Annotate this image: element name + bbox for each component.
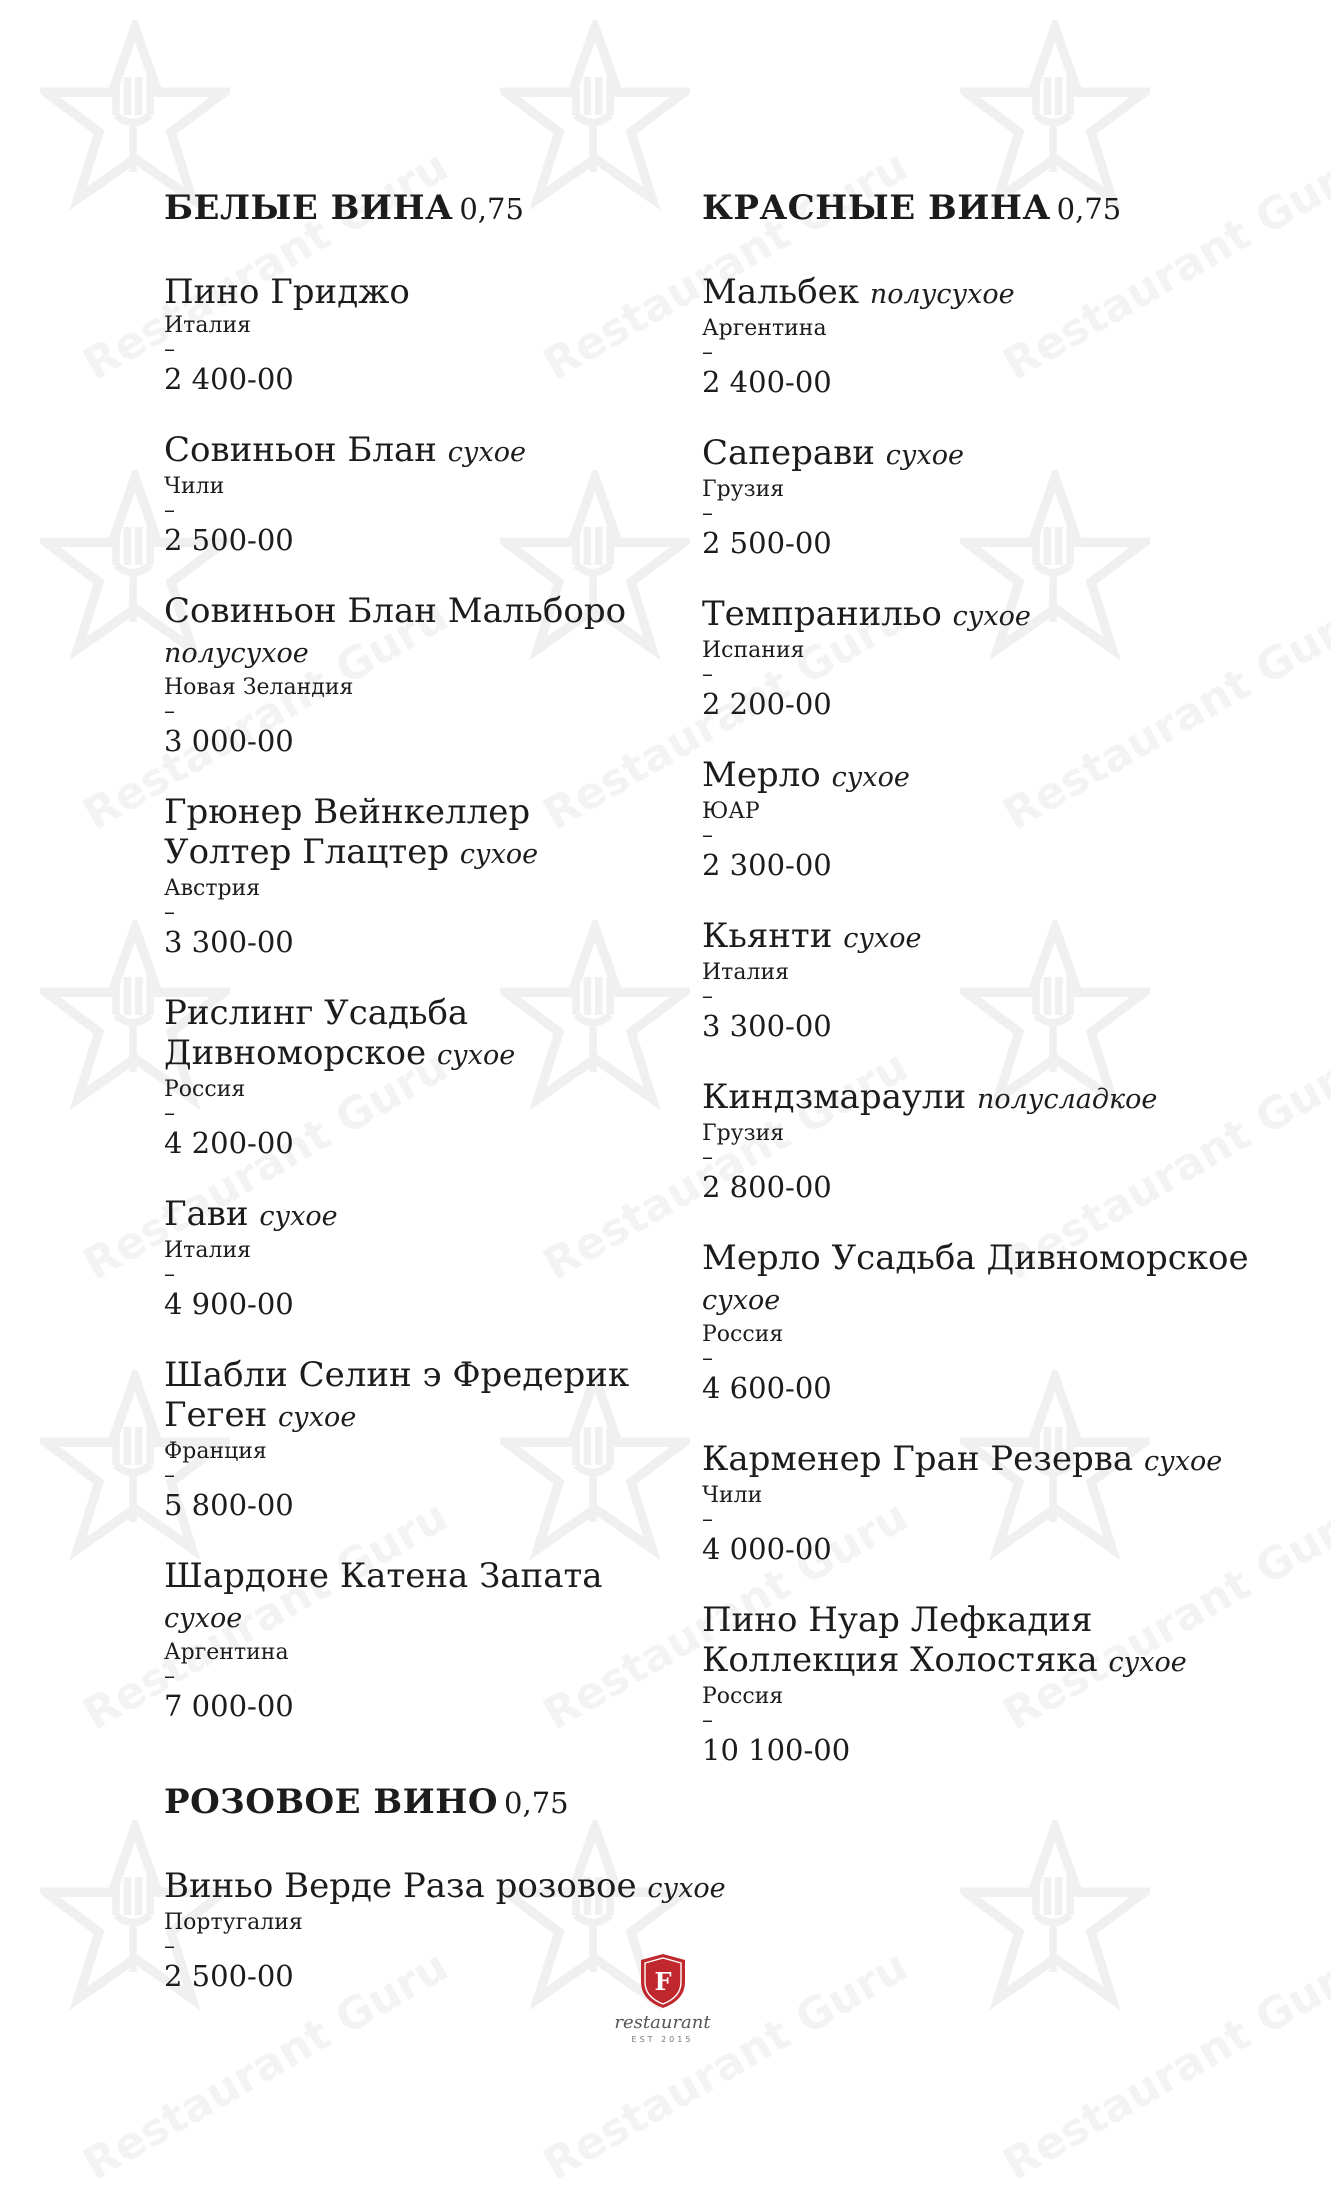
wine-country: Россия xyxy=(702,1684,784,1709)
wine-name-line xyxy=(164,430,664,473)
wine-price: 4 600-00 xyxy=(702,1371,832,1405)
wine-name: Саперави xyxy=(702,433,875,473)
restaurant-logo xyxy=(590,1952,735,2050)
wine-country: Португалия xyxy=(164,1910,303,1935)
wine-country: Испания xyxy=(702,638,805,663)
wine-name-line xyxy=(164,792,664,875)
wine-country: Италия xyxy=(164,1238,251,1263)
wine-style: сухое xyxy=(164,1603,243,1634)
wine-style: сухое xyxy=(459,839,539,870)
wine-dash: – xyxy=(702,1507,713,1532)
wine-style: сухое xyxy=(278,1402,357,1433)
wine-style: сухое xyxy=(436,1040,516,1071)
wine-country: Россия xyxy=(164,1077,246,1102)
wine-dash: – xyxy=(702,501,713,526)
wine-name: Пино Нуар Лефкадия Коллекция Холостяка xyxy=(702,1600,1098,1680)
wine-price: 2 400-00 xyxy=(702,365,832,399)
wine-dash: – xyxy=(164,699,175,724)
wine-style: сухое xyxy=(647,1873,726,1904)
wine-style: сухое xyxy=(702,1285,781,1316)
wine-country: Италия xyxy=(164,313,251,338)
wine-name: Пино Гриджо xyxy=(164,272,410,312)
wine-item xyxy=(702,433,1262,560)
wine-style: сухое xyxy=(259,1201,338,1232)
wine-name-line xyxy=(164,1355,664,1438)
section-title-text: РОЗОВОЕ ВИНО xyxy=(164,1782,499,1822)
wine-dash: – xyxy=(164,900,175,925)
wine-name-line xyxy=(164,1556,664,1639)
wine-item xyxy=(702,1600,1262,1767)
wine-price: 2 500-00 xyxy=(164,523,294,557)
wine-price: 3 000-00 xyxy=(164,724,294,758)
wine-item xyxy=(164,1556,664,1723)
wine-price: 2 300-00 xyxy=(702,848,832,882)
section-volume: 0,75 xyxy=(459,192,524,226)
wine-style: сухое xyxy=(831,762,910,793)
logo-letter: F xyxy=(653,1967,672,1996)
wine-item xyxy=(164,272,664,396)
wine-name-line xyxy=(702,1439,1262,1482)
wine-name-line xyxy=(702,433,1262,476)
wine-dash: – xyxy=(702,662,713,687)
wine-price: 2 500-00 xyxy=(164,1959,294,1993)
wine-name: Грюнер Вейнкеллер Уолтер Глацтер xyxy=(164,792,531,872)
wine-name: Мерло xyxy=(702,755,821,795)
wine-item xyxy=(164,430,664,557)
section-title-text: КРАСНЫЕ ВИНА xyxy=(702,188,1051,228)
wine-price: 4 000-00 xyxy=(702,1532,832,1566)
wine-price: 3 300-00 xyxy=(164,925,294,959)
wine-item xyxy=(702,1439,1262,1566)
wine-country: Новая Зеландия xyxy=(164,675,354,700)
section-volume: 0,75 xyxy=(1056,192,1122,226)
wine-name-line xyxy=(702,916,1262,959)
section-title-text: БЕЛЫЕ ВИНА xyxy=(164,188,454,228)
wine-name-line xyxy=(702,755,1262,798)
shield-logo-icon xyxy=(635,1952,691,2010)
wine-item xyxy=(164,1194,664,1321)
wine-item xyxy=(702,1077,1262,1204)
wine-item xyxy=(702,755,1262,882)
wine-price: 10 100-00 xyxy=(702,1733,851,1767)
wine-country: Грузия xyxy=(702,477,785,502)
wine-name: Шардоне Катена Запата xyxy=(164,1556,603,1596)
wine-name-line xyxy=(702,1077,1262,1120)
wine-name: Кьянти xyxy=(702,916,833,956)
wine-dash: – xyxy=(702,823,713,848)
wine-price: 2 800-00 xyxy=(702,1170,832,1204)
wine-dash: – xyxy=(702,1346,713,1371)
wine-dash: – xyxy=(702,1708,713,1733)
wine-name: Рислинг Усадьба Дивноморское xyxy=(164,993,469,1073)
wine-dash: – xyxy=(164,1934,175,1959)
wine-name: Киндзмараули xyxy=(702,1077,967,1117)
wine-name: Темпранильо xyxy=(702,594,942,634)
section-title xyxy=(164,1782,764,1828)
wine-country: ЮАР xyxy=(702,799,760,824)
wine-name-line xyxy=(164,1194,664,1237)
wine-dash: – xyxy=(164,498,175,523)
wine-name-line xyxy=(702,1238,1262,1321)
wine-name: Мальбек xyxy=(702,272,860,312)
wine-style: полусухое xyxy=(164,638,309,669)
wine-style: сухое xyxy=(1143,1446,1223,1477)
wine-name-line xyxy=(702,594,1262,637)
wine-item xyxy=(702,594,1262,721)
white-wines-section xyxy=(164,188,664,1757)
wine-country: Россия xyxy=(702,1322,784,1347)
wine-dash: – xyxy=(702,340,713,365)
wine-name-line xyxy=(702,272,1262,315)
wine-dash: – xyxy=(164,1101,175,1126)
wine-country: Чили xyxy=(164,474,225,499)
wine-name: Гави xyxy=(164,1194,249,1234)
wine-style: полусладкое xyxy=(976,1084,1158,1115)
wine-style: полусухое xyxy=(869,279,1015,310)
wine-name: Карменер Гран Резерва xyxy=(702,1439,1134,1479)
wine-dash: – xyxy=(164,1463,175,1488)
wine-name: Совиньон Блан Мальборо xyxy=(164,591,627,631)
wine-dash: – xyxy=(702,984,713,1009)
wine-price: 2 500-00 xyxy=(702,526,832,560)
logo-script: restaurant xyxy=(614,2012,711,2033)
wine-item xyxy=(164,792,664,959)
section-title xyxy=(164,188,664,234)
red-wines-section xyxy=(702,188,1262,1801)
wine-dash: – xyxy=(164,1262,175,1287)
wine-country: Аргентина xyxy=(702,316,827,341)
section-title xyxy=(702,188,1262,234)
wine-name-line xyxy=(164,993,664,1076)
wine-style: сухое xyxy=(447,437,526,468)
wine-style: сухое xyxy=(1108,1647,1187,1678)
wine-price: 3 300-00 xyxy=(702,1009,832,1043)
section-volume: 0,75 xyxy=(504,1786,569,1820)
wine-price: 4 900-00 xyxy=(164,1287,294,1321)
wine-dash: – xyxy=(702,1145,713,1170)
wine-name-line xyxy=(164,272,664,312)
wine-style: сухое xyxy=(843,923,922,954)
wine-name: Виньо Верде Раза розовое xyxy=(164,1866,637,1906)
wine-price: 4 200-00 xyxy=(164,1126,294,1160)
wine-name-line xyxy=(164,1866,764,1909)
logo-est: EST 2015 xyxy=(631,2035,694,2044)
wine-item xyxy=(164,1355,664,1522)
wine-name: Мерло Усадьба Дивноморское xyxy=(702,1238,1249,1278)
wine-country: Аргентина xyxy=(164,1640,289,1665)
wine-name: Совиньон Блан xyxy=(164,430,437,470)
wine-price: 5 800-00 xyxy=(164,1488,294,1522)
wine-country: Чили xyxy=(702,1483,763,1508)
wine-country: Грузия xyxy=(702,1121,785,1146)
wine-item xyxy=(164,591,664,758)
wine-style: сухое xyxy=(952,601,1031,632)
wine-name-line xyxy=(164,591,664,674)
wine-price: 2 400-00 xyxy=(164,362,294,396)
wine-price: 7 000-00 xyxy=(164,1689,294,1723)
wine-name: Шабли Селин э Фредерик Геген xyxy=(164,1355,630,1435)
wine-dash: – xyxy=(164,1664,175,1689)
wine-country: Франция xyxy=(164,1439,267,1464)
wine-item xyxy=(164,993,664,1160)
wine-country: Австрия xyxy=(164,876,261,901)
wine-country: Италия xyxy=(702,960,789,985)
wine-item xyxy=(702,1238,1262,1405)
wine-item xyxy=(702,916,1262,1043)
wine-name-line xyxy=(702,1600,1262,1683)
wine-item xyxy=(702,272,1262,399)
wine-price: 2 200-00 xyxy=(702,687,832,721)
wine-dash: – xyxy=(164,337,175,362)
wine-style: сухое xyxy=(885,440,964,471)
